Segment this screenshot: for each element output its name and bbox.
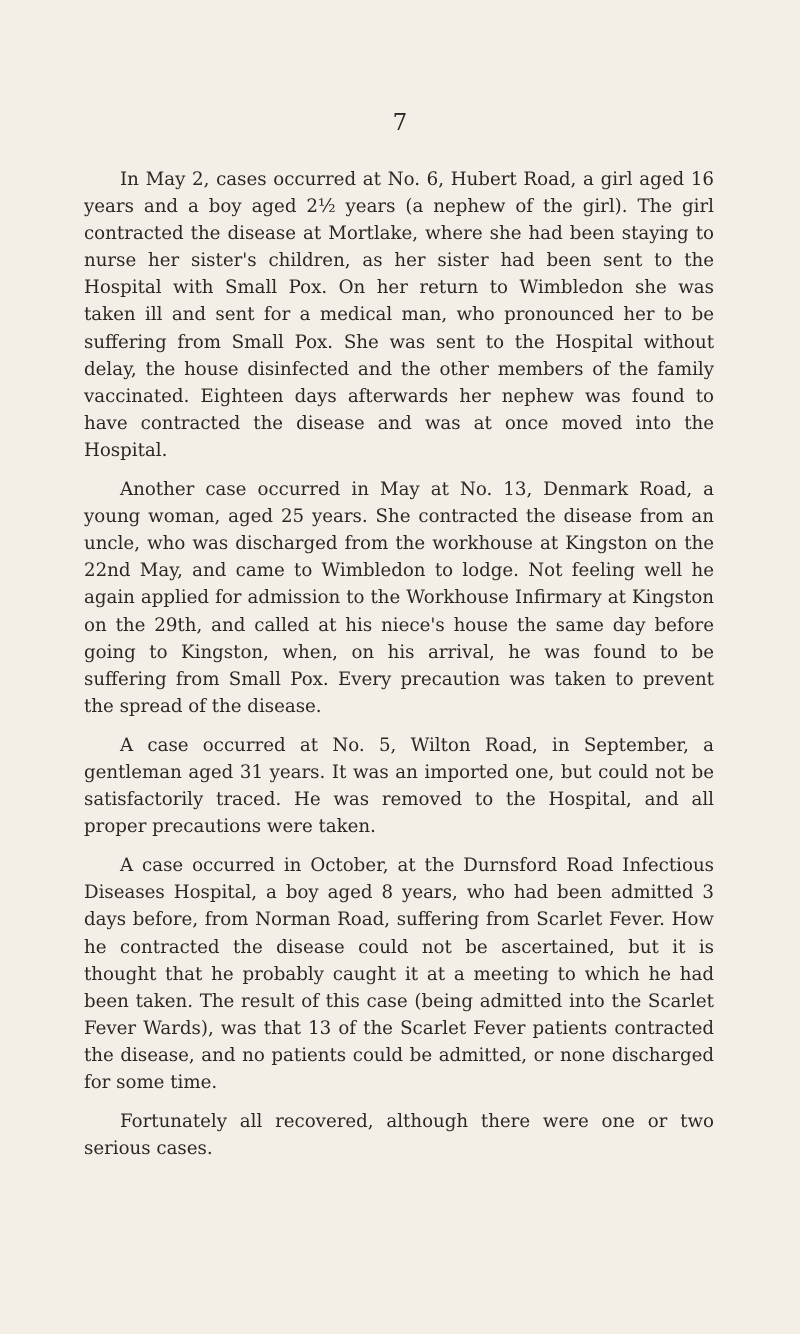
paragraph-durnsford-road: A case occurred in October, at the Durnsford Road Infectious Diseases Hospital, a boy aged 8 years, who had been admitted 3 days before, from Norman Road, suffering from Scarlet Fever. How he contracted the disease could not be ascertained, but it is thought that he probably caught it at a meeting to which he had been taken. The result of this case (being admitted into the Scarlet Fever Wards), was that 13 of the Scarlet Fever patients contracted the disease, and no patients could be admitted, or none discharged for some time. — [84, 855, 714, 1093]
paragraph-wilton-road: A case occurred at No. 5, Wilton Road, in September, a gentleman aged 31 years. It was an imported one, but could not be satisfactorily traced. He was removed to the Hospital, and all proper precautions were taken. — [84, 734, 714, 838]
paragraph-denmark-road: Another case occurred in May at No. 13, Denmark Road, a young woman, aged 25 years. She contracted the disease from an uncle, who was discharged from the workhouse at Kingston on the 22nd May, and came to Wimbledon to lodge. Not feeling well he again applied for admission to the Workhouse Infirmary at Kingston on the 29th, and called at his niece's house the same day before going to Kingston, when, on his arrival, he was found to be suffering from Small Pox. Every precaution was taken to prevent the spread of the disease. — [84, 479, 714, 717]
page-number: 7 — [392, 110, 408, 136]
paragraph-hubert-road: In May 2, cases occurred at No. 6, Hubert Road, a girl aged 16 years and a boy aged 2½ years (a nephew of the girl). The girl contracted the disease at Mortlake, where she had been staying to nurse her sister's children, as her sister had been sent to the Hospital with Small Pox. On her return to Wimbledon she was taken ill and sent for a medical man, who pronounced her to be suffering from Small Pox. She was sent to the Hospital without delay, the house disinfected and the other members of the family vaccinated. Eighteen days afterwards her nephew was found to have contracted the disease and was at once moved into the Hospital. — [84, 169, 714, 461]
paragraph-conclusion: Fortunately all recovered, although there were one or two serious cases. — [84, 1111, 714, 1160]
body-text — [84, 166, 714, 1174]
